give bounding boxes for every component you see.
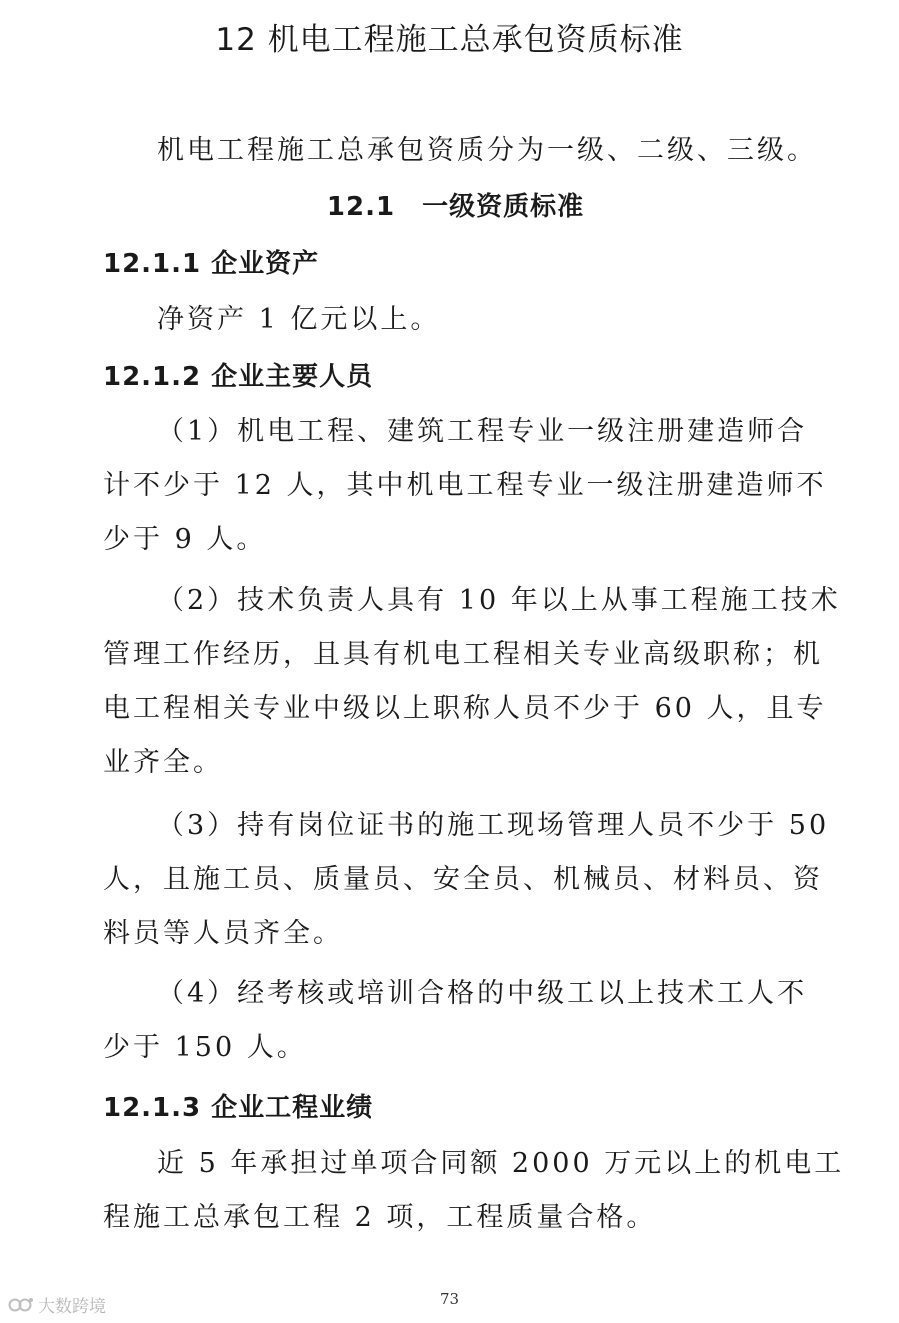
watermark-text: 大数跨境 xyxy=(38,1297,106,1317)
assets-paragraph xyxy=(103,293,803,347)
personnel-item-3 xyxy=(103,799,830,961)
personnel-item-1 xyxy=(103,405,827,567)
paragraph-line: （1）机电工程、建筑工程专业一级注册建造师合 xyxy=(157,416,808,447)
paragraph-line: 业齐全。 xyxy=(103,747,223,778)
paragraph-line: 近 5 年承担过单项合同额 2000 万元以上的机电工 xyxy=(157,1148,845,1179)
subsection-heading-performance: 12.1.3 企业工程业绩 xyxy=(103,1093,374,1123)
paragraph-line: 净资产 1 亿元以上。 xyxy=(157,304,441,335)
paragraph-line: 程施工总承包工程 2 项，工程质量合格。 xyxy=(103,1202,657,1233)
paragraph-line: （3）持有岗位证书的施工现场管理人员不少于 50 xyxy=(157,810,830,841)
intro-paragraph: 机电工程施工总承包资质分为一级、二级、三级。 xyxy=(157,135,817,166)
paragraph-line: 电工程相关专业中级以上职称人员不少于 60 人，且专 xyxy=(103,693,827,724)
subsection-heading-assets: 12.1.1 企业资产 xyxy=(103,249,320,279)
brand-logo-icon xyxy=(8,1296,34,1314)
watermark xyxy=(8,1292,106,1317)
page-title: 12 机电工程施工总承包资质标准 xyxy=(215,22,684,58)
paragraph-line: 料员等人员齐全。 xyxy=(103,918,343,949)
paragraph-line: 计不少于 12 人，其中机电工程专业一级注册建造师不 xyxy=(103,470,827,501)
subsection-heading-personnel: 12.1.2 企业主要人员 xyxy=(103,362,374,392)
paragraph-line: （2）技术负责人具有 10 年以上从事工程施工技术 xyxy=(157,585,841,616)
personnel-item-2 xyxy=(103,574,841,790)
personnel-item-4 xyxy=(103,967,808,1075)
paragraph-line: （4）经考核或培训合格的中级工以上技术工人不 xyxy=(157,978,808,1009)
performance-paragraph xyxy=(103,1137,845,1245)
paragraph-line: 管理工作经历，且具有机电工程相关专业高级职称；机 xyxy=(103,639,823,670)
paragraph-line: 人，且施工员、质量员、安全员、机械员、材料员、资 xyxy=(103,864,823,895)
paragraph-line: 少于 9 人。 xyxy=(103,524,267,555)
paragraph-line: 少于 150 人。 xyxy=(103,1032,307,1063)
section-heading: 12.1 一级资质标准 xyxy=(326,192,585,222)
page-number: 73 xyxy=(439,1290,460,1308)
